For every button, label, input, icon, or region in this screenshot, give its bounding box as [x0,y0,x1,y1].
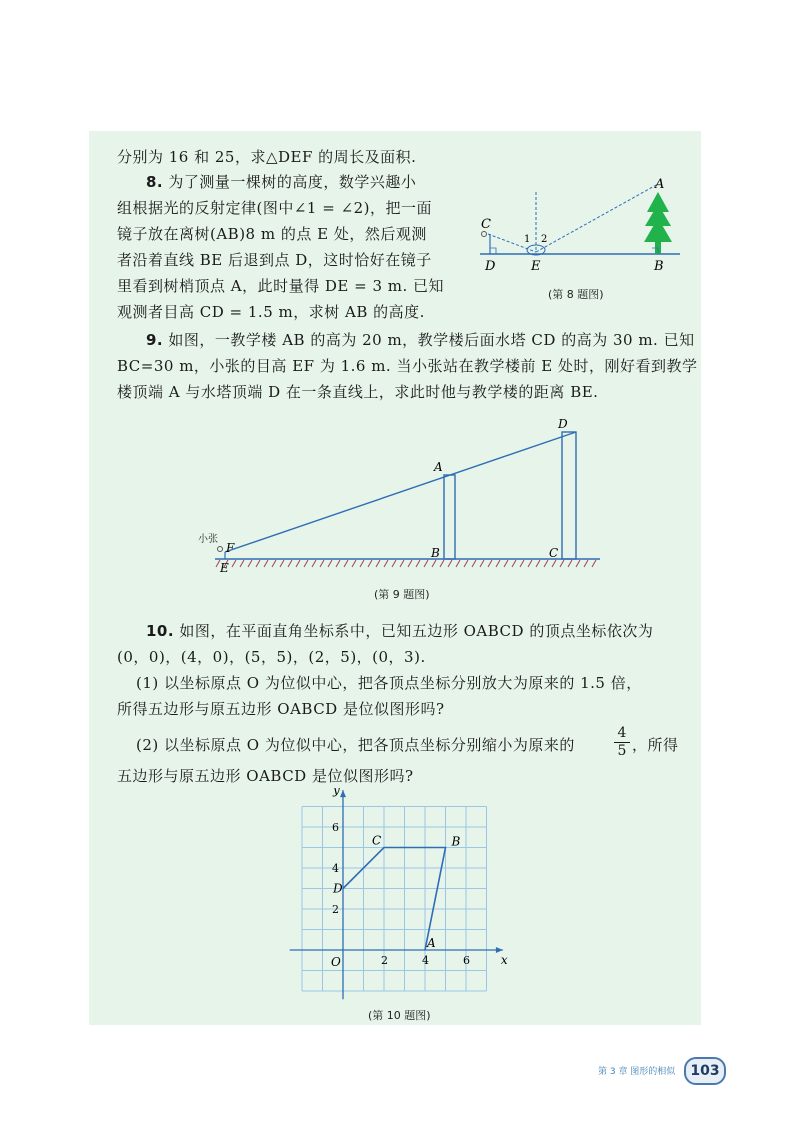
problem-10-part2-line1-end: ，所得 [632,736,679,754]
problem-9-line1: 9. 如图，一教学楼 AB 的高为 20 m，教学楼后面水塔 CD 的高为 30 m. 已知 [146,331,695,349]
fig9-label-b: B [431,546,440,560]
fig8-right-angle-d [490,248,496,254]
problem-10-part1-line2: 所得五边形与原五边形 OABCD 是位似图形吗? [117,700,445,718]
y-tick-label: 6 [332,821,339,834]
problem-9-number: 9. [146,331,164,349]
problem-10-part2-line1: (2) 以坐标原点 O 为位似中心，把各顶点坐标分别缩小为原来的 [136,736,575,754]
problem-9-line3: 楼顶端 A 与水塔顶端 D 在一条直线上，求此时他与教学楼的距离 BE. [117,383,599,401]
problem-8-line1: 8. 为了测量一棵树的高度，数学兴趣小 [146,173,417,191]
problem-8-line6: 观测者目高 CD = 1.5 m，求树 AB 的高度. [117,303,425,321]
text-line-prev: 分别为 16 和 25，求△DEF 的周长及面积. [117,148,417,166]
problem-8-line4: 者沿着直线 BE 后退到点 D，这时恰好在镜子 [117,251,432,269]
figure-8-diagram [470,172,690,282]
eye-icon [482,232,487,237]
pentagon-oabcd [343,848,446,951]
fig8-label-b: B [654,259,664,274]
fig9-label-a: A [434,460,443,474]
problem-10-part2-line2: 五边形与原五边形 OABCD 是位似图形吗? [117,767,414,785]
fig8-label-e: E [531,259,541,274]
fraction-four-fifths [614,726,630,759]
fig9-person-label: 小张 [198,534,218,545]
problem-10-line1: 10. 如图，在平面直角坐标系中，已知五边形 OABCD 的顶点坐标依次为 [146,622,654,640]
footer-chapter-title: 第 3 章 图形的相似 [598,1067,676,1077]
vertex-label-b: B [451,834,461,849]
fig9-building-ab [444,475,455,559]
fig8-label-a: A [655,177,665,192]
problem-10-part1-line1: (1) 以坐标原点 O 为位似中心，把各顶点坐标分别放大为原来的 1.5 倍， [136,674,642,692]
fig9-sight-line [225,432,576,552]
eye-icon [218,547,223,552]
page-number: 103 [684,1057,726,1085]
fig9-water-tower-cd [562,432,576,559]
problem-8-line3: 镜子放在离树(AB)8 m 的点 E 处，然后观测 [117,225,427,243]
vertex-label-a: A [427,936,436,950]
fig8-ray-ea [536,184,658,252]
fig8-label-c: C [481,217,491,232]
figure-10-caption: (第 10 题图) [368,1009,431,1022]
vertex-label-d: D [333,881,343,896]
fig9-label-c: C [549,546,559,560]
fig9-label-e: E [220,561,229,575]
fig8-angle-2: 2 [541,234,548,245]
fig9-label-d: D [558,417,568,431]
vertex-label-o: O [331,955,341,969]
fig9-ground-hatch [216,560,596,567]
y-tick-label: 4 [332,862,339,875]
problem-8-line2: 组根据光的反射定律(图中∠1 = ∠2)，把一面 [117,199,433,217]
fig9-label-f: F [226,541,235,555]
fraction-numerator: 4 [617,725,627,741]
figure-9-diagram [190,412,610,580]
x-tick-label: 6 [463,954,470,967]
y-axis-label: y [333,788,340,798]
y-axis-arrow-icon [340,790,346,797]
x-tick-label: 4 [422,954,429,967]
problem-10-line2: (0，0)，(4，0)，(5，5)，(2，5)，(0，3). [117,648,426,666]
problem-8-number: 8. [146,173,164,191]
problem-9-line2: BC=30 m，小张的目高 EF 为 1.6 m. 当小张站在教学楼前 E 处时，刚好看到教学 [117,357,698,375]
vertex-label-c: C [372,833,382,848]
problem-10-number: 10. [146,622,175,640]
fraction-denominator: 5 [617,743,627,759]
figure-10-coordinate-grid [285,788,515,1006]
figure-8-caption: (第 8 题图) [548,288,604,301]
y-tick-label: 2 [332,903,339,916]
x-axis-label: x [500,953,508,967]
problem-8-line5: 里看到树梢顶点 A，此时量得 DE = 3 m. 已知 [117,277,445,295]
x-tick-label: 2 [381,954,388,967]
fig8-label-d: D [485,259,496,274]
fig8-angle-1: 1 [524,234,531,245]
figure-9-caption: (第 9 题图) [374,588,430,601]
